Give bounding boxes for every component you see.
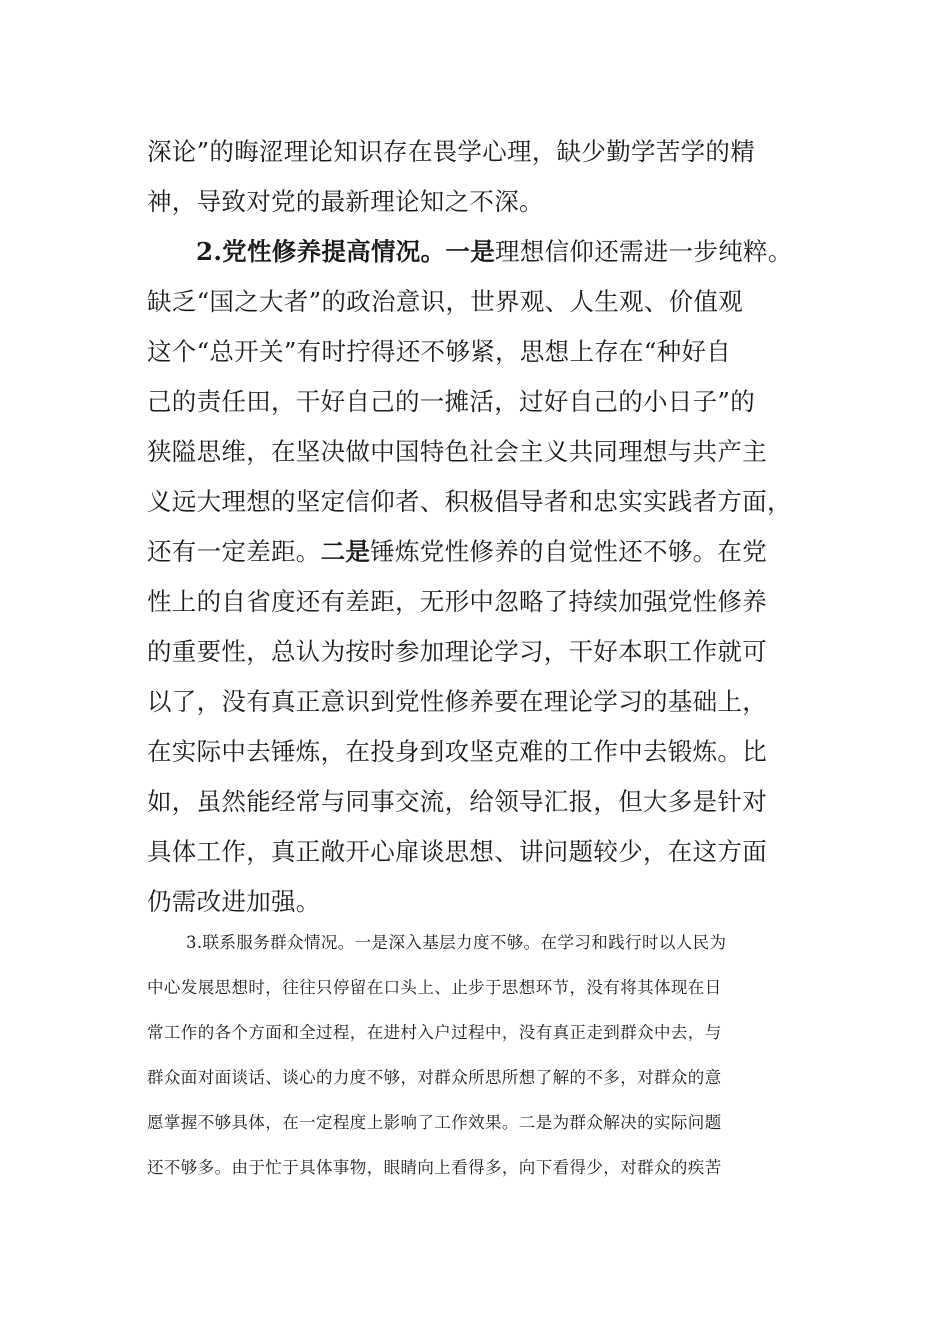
paragraph-line: 仍需改进加强。 <box>147 887 321 916</box>
paragraph-line: 以了，没有真正意识到党性修养要在理论学习的基础上， <box>147 687 767 716</box>
paragraph-line: 深论”的晦涩理论知识存在畏学心理，缺少勤学苦学的精 <box>147 137 756 166</box>
paragraph-line: 还不够多。由于忙于具体事物，眼睛向上看得多，向下看得少，对群众的疾苦 <box>147 1158 722 1177</box>
paragraph-line: 常工作的各个方面和全过程，在进村入户过程中，没有真正走到群众中去，与 <box>147 1023 722 1042</box>
paragraph-line: 的重要性，总认为按时参加理论学习，干好本职工作就可 <box>147 637 767 666</box>
paragraph-line: 愿掌握不够具体，在一定程度上影响了工作效果。二是为群众解决的实际问题 <box>147 1113 722 1132</box>
section-heading: 2.党性修养提高情况。 <box>196 237 446 266</box>
paragraph-line <box>147 537 767 567</box>
paragraph-line: 性上的自省度还有差距，无形中忽略了持续加强党性修养 <box>147 587 767 616</box>
section-heading-line <box>196 237 793 267</box>
paragraph-line: 如，虽然能经常与同事交流，给领导汇报，但大多是针对 <box>147 787 767 816</box>
line-text: 还有一定差距。 <box>147 537 321 566</box>
paragraph-line: 神，导致对党的最新理论知之不深。 <box>147 187 544 216</box>
point-marker: 一是 <box>445 237 495 266</box>
paragraph-line: 群众面对面谈话、谈心的力度不够，对群众所思所想了解的不多，对群众的意 <box>147 1068 722 1087</box>
paragraph-line: 这个“总开关”有时拧得还不够紧，思想上存在“种好自 <box>147 337 732 366</box>
paragraph-line: 中心发展思想时，往往只停留在口头上、止步于思想环节，没有将其体现在日 <box>147 978 722 997</box>
paragraph-line: 己的责任田，干好自己的一摊活，过好自己的小日子”的 <box>147 387 756 416</box>
paragraph-line: 义远大理想的坚定信仰者、积极倡导者和忠实实践者方面， <box>147 487 792 516</box>
paragraph-line: 在实际中去锤炼，在投身到攻坚克难的工作中去锻炼。比 <box>147 737 767 766</box>
paragraph-line: 狭隘思维，在坚决做中国特色社会主义共同理想与共产主 <box>147 437 767 466</box>
paragraph-line: 具体工作，真正敞开心扉谈思想、讲问题较少，在这方面 <box>147 837 767 866</box>
paragraph-line: 3.联系服务群众情况。一是深入基层力度不够。在学习和践行时以人民为 <box>186 933 727 952</box>
point-lead: 锤炼党性修养的自觉性还不够。在党 <box>370 537 768 566</box>
point-lead: 理想信仰还需进一步纯粹。 <box>495 237 793 266</box>
point-marker: 二是 <box>320 537 371 566</box>
paragraph-line: 缺乏“国之大者”的政治意识，世界观、人生观、价值观 <box>147 287 744 316</box>
